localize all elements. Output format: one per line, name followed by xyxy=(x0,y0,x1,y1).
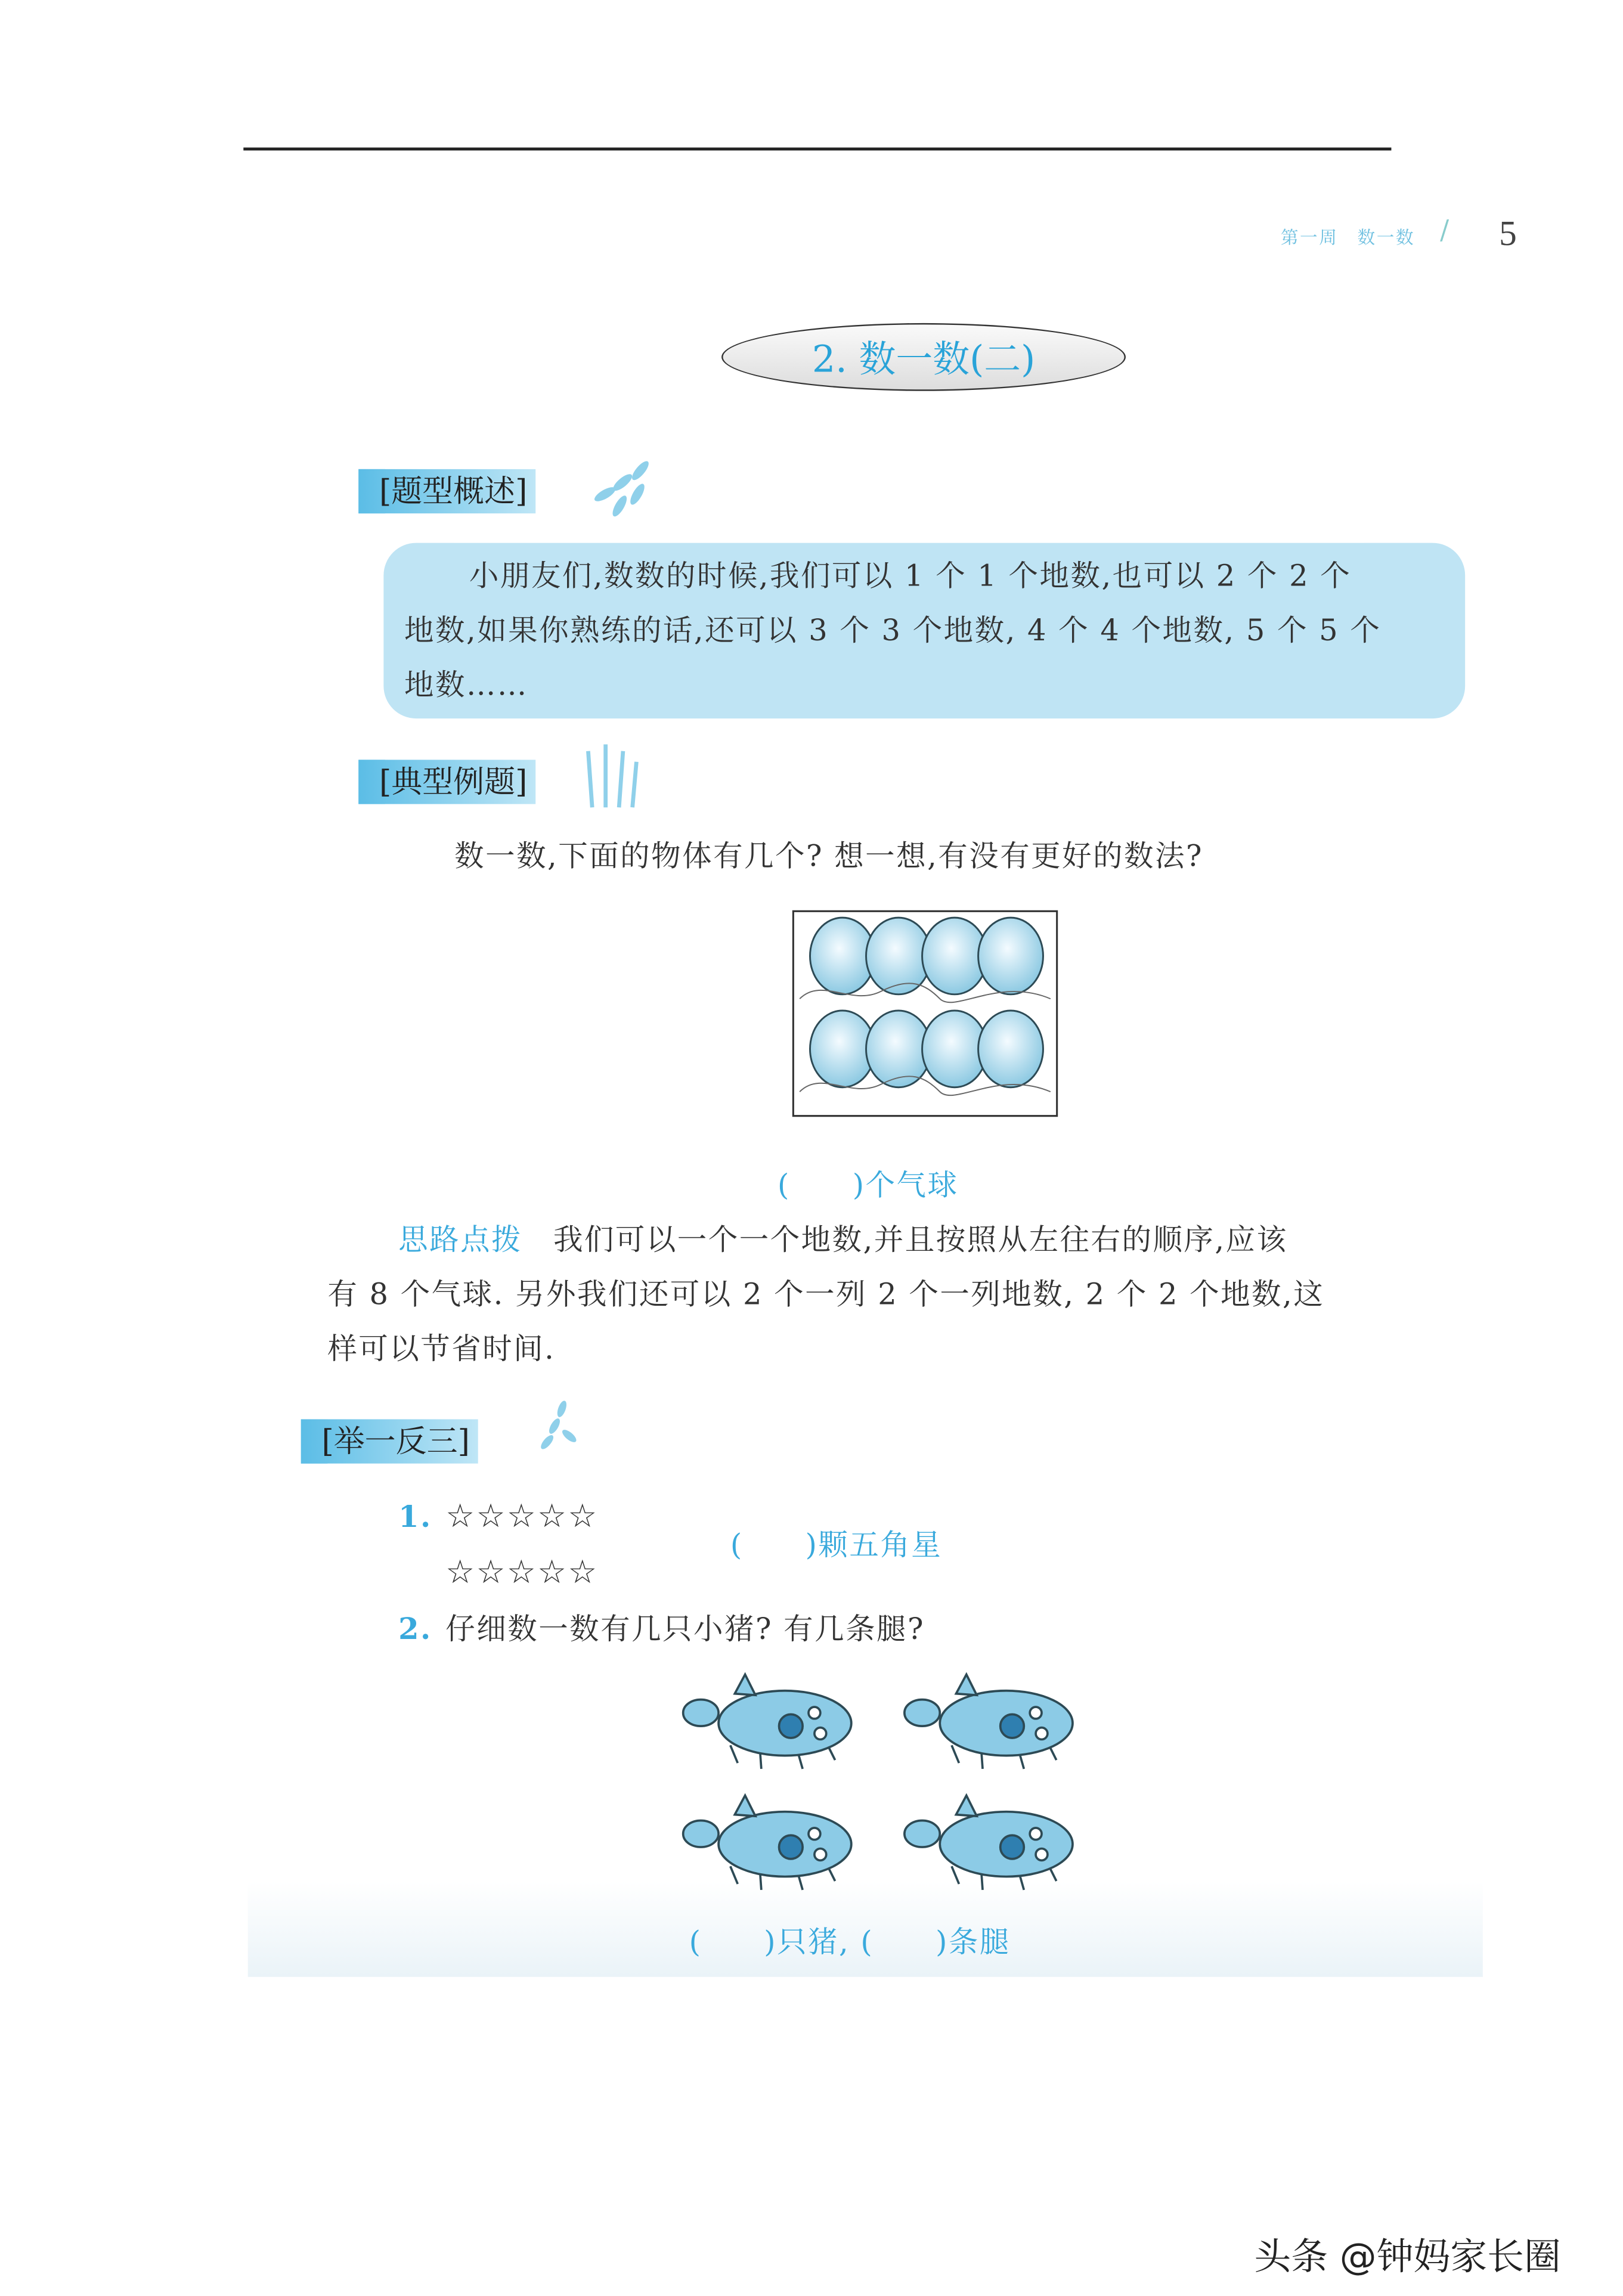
overview-text xyxy=(404,549,1459,713)
pig-question: 仔细数一数有几只小猪? 有几条腿? xyxy=(445,1611,925,1647)
leaf-decoration-icon xyxy=(509,1387,597,1461)
item-number: 2. xyxy=(398,1611,432,1647)
example-question: 数一数,下面的物体有几个? 想一想,有没有更好的数法? xyxy=(454,838,1204,873)
section-practice-heading xyxy=(301,1419,479,1463)
slash-divider: / xyxy=(1440,215,1451,247)
wheat-decoration-icon xyxy=(568,738,656,811)
section-label: [题型概述] xyxy=(358,469,536,513)
text-line: 地数…… xyxy=(404,667,528,702)
text-line: 地数,如果你熟练的话,还可以 3 个 3 个地数, 4 个 4 个地数, 5 个 5 个 xyxy=(404,612,1382,648)
section-label: [举一反三] xyxy=(301,1419,479,1463)
lesson-title xyxy=(721,323,1126,391)
watermark: 头条 @钟妈家长圈 xyxy=(1254,2235,1561,2278)
text-line: 有 8 个气球. 另外我们还可以 2 个一列 2 个一列地数, 2 个 2 个地数,这 xyxy=(327,1276,1325,1312)
page-number: 5 xyxy=(1499,215,1517,254)
stars-answer-blank[interactable]: ( )颗五角星 xyxy=(730,1527,943,1563)
text-line: 我们可以一个一个地数,并且按照从左往右的顺序,应该 xyxy=(553,1221,1288,1257)
balloons-image xyxy=(792,910,1058,1117)
section-overview-heading xyxy=(358,469,536,513)
leaf-decoration-icon xyxy=(575,450,664,524)
pig-answer-blank[interactable]: ( )只猪, ( )条腿 xyxy=(689,1923,1011,1960)
hint-label: 思路点拨 xyxy=(398,1221,522,1257)
stars-row: ☆☆☆☆☆ xyxy=(445,1555,599,1592)
stars-row: ☆☆☆☆☆ xyxy=(445,1499,599,1536)
top-rule xyxy=(243,147,1391,150)
text-line: 样可以节省时间. xyxy=(327,1330,556,1367)
lesson-title-text: 2. 数一数(二) xyxy=(811,337,1036,381)
pigs-image xyxy=(679,1672,1077,1903)
section-label: [典型例题] xyxy=(358,760,536,804)
balloon-answer-blank[interactable]: ( )个气球 xyxy=(778,1167,959,1203)
text-line: 小朋友们,数数的时候,我们可以 1 个 1 个地数,也可以 2 个 2 个 xyxy=(469,557,1352,593)
running-title: 第一周 数一数 xyxy=(1280,227,1416,248)
hint-paragraph xyxy=(327,1213,1441,1377)
section-example-heading xyxy=(358,760,536,804)
item-number: 1. xyxy=(398,1499,432,1535)
